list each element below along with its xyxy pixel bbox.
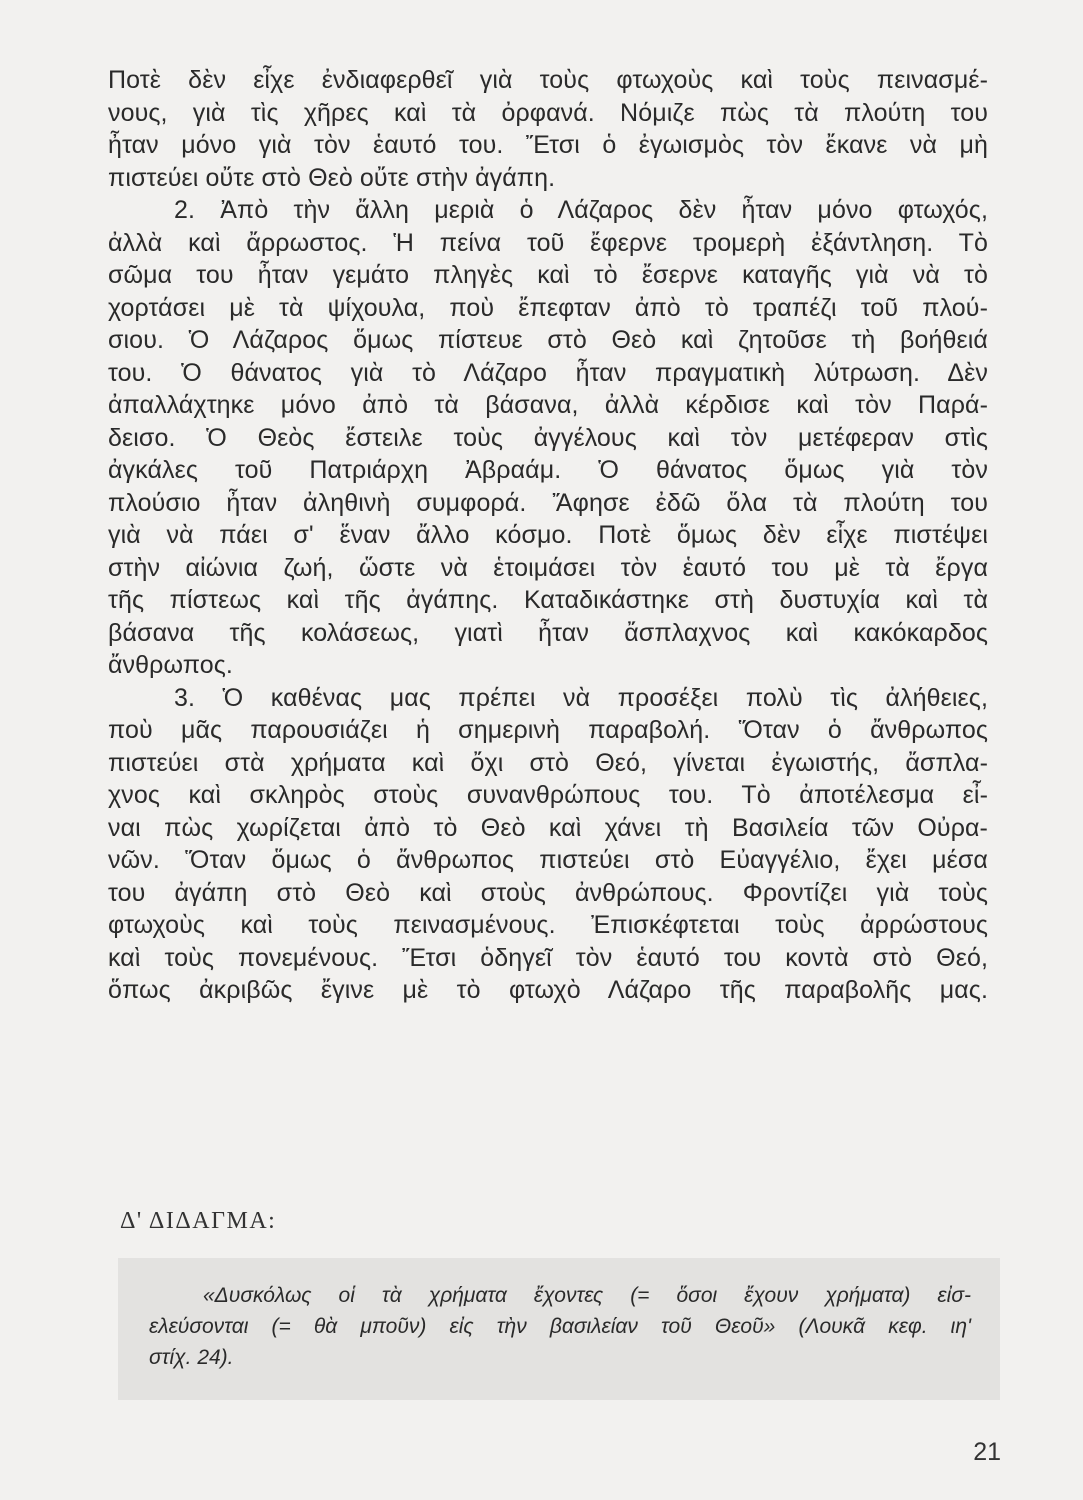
text-line: 3. Ὁ καθένας μας πρέπει νὰ προσέξει πολὺ τὶς ἀλήθειες, [174,683,988,712]
text-line: ναι πὼς χωρίζεται ἀπὸ τὸ Θεὸ καὶ χάνει τὴ Βασιλεία τῶν Οὐρα- [108,813,988,842]
text-line: χορτάσει μὲ τὰ ψίχουλα, ποὺ ἔπεφταν ἀπὸ τὸ τραπέζι τοῦ πλού- [108,293,988,322]
quote-line: «Δυσκόλως οἱ τὰ χρήματα ἔχοντες (= ὅσοι ἔχουν χρήματα) εἰσ- [203,1284,971,1307]
text-line: χνος καὶ σκληρὸς στοὺς συνανθρώπους του. Τὸ ἀποτέλεσμα εἶ- [108,781,988,809]
text-line: πιστεύει στὰ χρήματα καὶ ὄχι στὸ Θεό, γίνεται ἐγωιστής, ἄσπλα- [108,748,988,777]
text-line: ἀπαλλάχτηκε μόνο ἀπὸ τὰ βάσανα, ἀλλὰ κέρδισε καὶ τὸν Παρά- [108,391,988,419]
scripture-quote [149,1280,971,1373]
text-line: γιὰ νὰ πάει σ' ἕναν ἄλλο κόσμο. Ποτὲ ὅμως δὲν εἶχε πιστέψει [108,521,988,549]
text-line: σιου. Ὁ Λάζαρος ὅμως πίστευε στὸ Θεὸ καὶ ζητοῦσε τὴ βοήθειά [108,326,988,354]
text-line: ἦταν μόνο γιὰ τὸν ἑαυτό του. Ἔτσι ὁ ἐγωισμὸς τὸν ἔκανε νὰ μὴ [108,131,988,159]
section-heading: Δ' ΔΙΔΑΓΜΑ: [120,1208,277,1234]
text-line: πιστεύει οὔτε στὸ Θεὸ οὔτε στὴν ἀγάπη. [108,163,556,192]
scripture-quote-box [118,1258,1000,1400]
text-line: του. Ὁ θάνατος γιὰ τὸ Λάζαρο ἦταν πραγματικὴ λύτρωση. Δὲν [108,358,988,387]
text-line: τῆς πίστεως καὶ τῆς ἀγάπης. Καταδικάστηκε στὴ δυστυχία καὶ τὰ [108,586,988,614]
text-line: ἀγκάλες τοῦ Πατριάρχη Ἀβραάμ. Ὁ θάνατος ὅμως γιὰ τὸν [108,456,988,484]
text-line: Ποτὲ δὲν εἶχε ἐνδιαφερθεῖ γιὰ τοὺς φτωχοὺς καὶ τοὺς πεινασμέ- [108,66,988,94]
text-line: φτωχοὺς καὶ τοὺς πεινασμένους. Ἐπισκέφτεται τοὺς ἀρρώστους [108,911,988,939]
text-line: ἄνθρωπος. [108,651,233,679]
text-line: του ἀγάπη στὸ Θεὸ καὶ στοὺς ἀνθρώπους. Φροντίζει γιὰ τοὺς [108,878,988,907]
text-line: δεισο. Ὁ Θεὸς ἔστειλε τοὺς ἀγγέλους καὶ τὸν μετέφεραν στὶς [108,423,988,452]
body-text [108,64,988,1007]
text-line: πλούσιο ἦταν ἀληθινὴ συμφορά. Ἄφησε ἐδῶ ὅλα τὰ πλούτη του [108,488,988,517]
quote-line: στίχ. 24). [149,1346,234,1369]
text-line: ἀλλὰ καὶ ἄρρωστος. Ἡ πείνα τοῦ ἔφερνε τρομερὴ ἐξάντληση. Τὸ [108,228,988,257]
text-line: στὴν αἰώνια ζωή, ὥστε νὰ ἑτοιμάσει τὸν ἑαυτό του μὲ τὰ ἔργα [108,553,988,582]
text-line: σῶμα του ἦταν γεμάτο πληγὲς καὶ τὸ ἔσερνε καταγῆς γιὰ νὰ τὸ [108,261,988,289]
page-number: 21 [973,1438,1001,1466]
text-line: 2. Ἀπὸ τὴν ἄλλη μεριὰ ὁ Λάζαρος δὲν ἦταν μόνο φτωχός, [174,196,988,224]
text-line: καὶ τοὺς πονεμένους. Ἔτσι ὁδηγεῖ τὸν ἑαυτό του κοντὰ στὸ Θεό, [108,943,988,972]
text-line: ποὺ μᾶς παρουσιάζει ἡ σημερινὴ παραβολή. Ὅταν ὁ ἄνθρωπος [108,716,988,744]
text-line: ὅπως ἀκριβῶς ἔγινε μὲ τὸ φτωχὸ Λάζαρο τῆς παραβολῆς μας. [108,976,988,1004]
quote-line: ελεύσονται (= θὰ μποῦν) εἰς τὴν βασιλείαν τοῦ Θεοῦ» (Λουκᾶ κεφ. ιη' [149,1315,971,1338]
text-line: νους, γιὰ τὶς χῆρες καὶ τὰ ὀρφανά. Νόμιζε πὼς τὰ πλούτη του [108,98,988,127]
text-line: νῶν. Ὅταν ὅμως ὁ ἄνθρωπος πιστεύει στὸ Εὐαγγέλιο, ἔχει μέσα [108,846,988,874]
text-line: βάσανα τῆς κολάσεως, γιατὶ ἦταν ἄσπλαχνος καὶ κακόκαρδος [108,618,988,647]
